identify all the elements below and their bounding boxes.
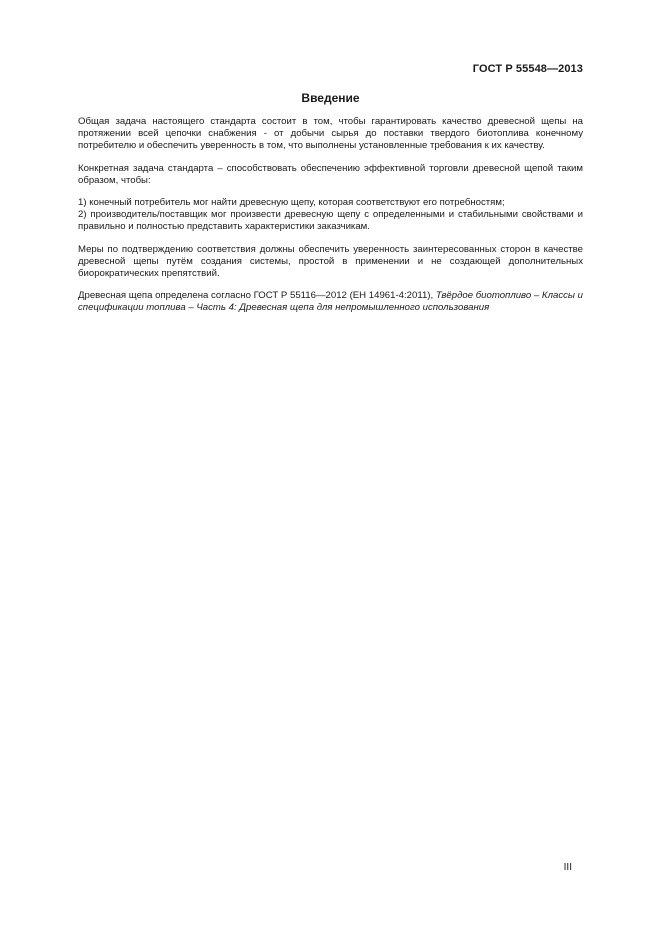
body-text: [78, 116, 583, 325]
section-title: Введение: [301, 91, 360, 105]
paragraph-conformity: Меры по подтверждению соответствия должны обеспечить уверенность заинтересованных сторон в качестве древесной щепы путём создания системы, простой в применении и не создающей дополнительных биорократических препятствий.: [78, 243, 583, 280]
page-number: III: [563, 862, 572, 873]
paragraph-definition: [78, 290, 583, 314]
definition-text: Древесная щепа определена согласно ГОСТ Р 55116—2012 (ЕН 14961-4:2011),: [78, 290, 436, 302]
paragraph-general-task: Общая задача настоящего стандарта состоит в том, чтобы гарантировать качество древесной щепы на протяжении всей цепочки снабжения - от добычи сырья до поставки твердого биотоплива конечному потребителю и обеспечить уверенность в том, что выполнены установленные требования к их качеству.: [78, 116, 583, 152]
list-item-producer: 2) производитель/поставщик мог произвести древесную щепу с определенными и стабильными свойствами и правильно и полностью представить характеристики заказчикам.: [78, 209, 583, 233]
document-code: ГОСТ Р 55548—2013: [472, 63, 583, 75]
paragraph-specific-task: Конкретная задача стандарта – способствовать обеспечению эффективной торговли древесной щепой таким образом, чтобы:: [78, 162, 583, 186]
standard-title-italic: Твёрдое биотопливо – Классы и спецификации топлива – Часть 4: Древесная щепа для непромышленного использования: [78, 290, 583, 314]
list-item-consumer: 1) конечный потребитель мог найти древесную щепу, которая соответствуют его потребностям;: [78, 197, 505, 209]
